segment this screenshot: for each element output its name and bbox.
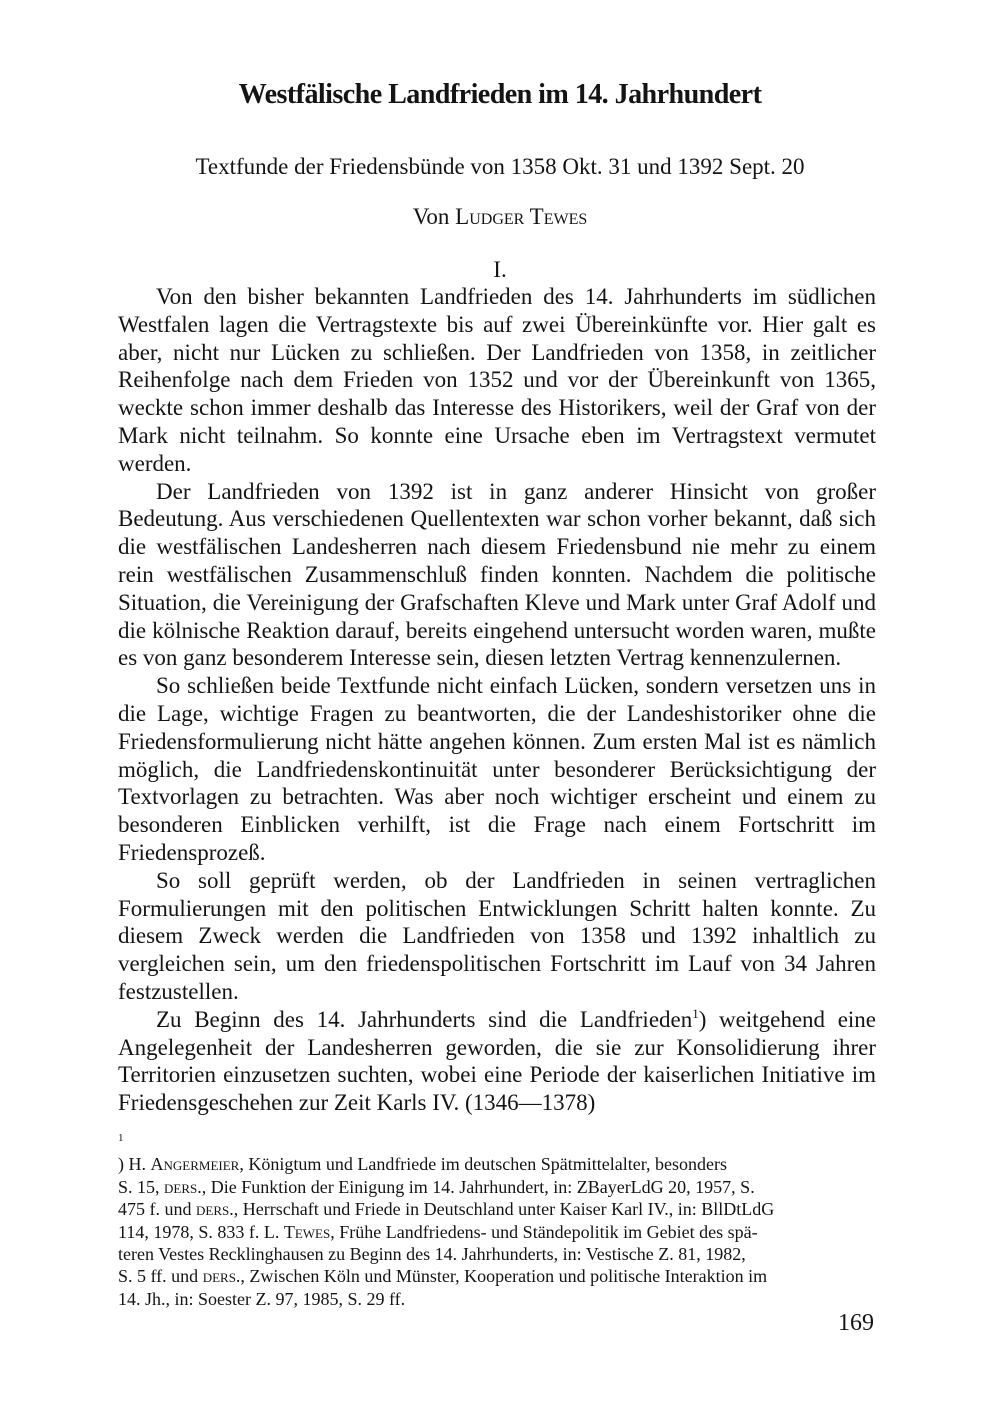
footnote-marker: 1 bbox=[118, 1132, 124, 1144]
author-prefix: Von bbox=[412, 204, 450, 229]
author-name: Ludger Tewes bbox=[455, 204, 588, 229]
author-line bbox=[0, 204, 1000, 230]
footnote-line: 114, 1978, S. 833 f. L. Tewes, Frühe Landfriedens- und Ständepolitik im Gebiet des spä- bbox=[118, 1221, 758, 1242]
article-subtitle: Textfunde der Friedensbünde von 1358 Okt. 31 und 1392 Sept. 20 bbox=[195, 154, 805, 179]
footnote-text bbox=[118, 1153, 876, 1310]
paragraph-2: Der Landfrieden von 1392 ist in ganz anderer Hinsicht von großer Bedeutung. Aus verschiedenen Quellentexten war schon vorher bekannt, daß sich die westfälischen Landesherren nach diesem Friedensbund nie mehr zu einem rein westfälischen Zusammenschluß finden konnten. Nachdem die politische Situation, die Vereinigung der Grafschaften Kleve und Mark unter Graf Adolf und die kölnische Reaktion darauf, bereits eingehend untersucht worden waren, mußte es von ganz besonderem Interesse sein, diesen letzten Vertrag kennenzulernen. bbox=[118, 478, 876, 671]
footnote-area bbox=[118, 1131, 876, 1310]
paragraph-5-end: ) weitgehend eine Angelegenheit der Landesherren geworden, die sie zur Konsolidierung ihrer Territorien einzusetzen suchten, wobei eine Periode der kaiserlichen Initiative im Friedensgeschehen zur Zeit Karls IV. (1346—1378) bbox=[118, 1006, 876, 1116]
footnote-line: ) H. Angermeier, Königtum und Landfriede im deutschen Spätmittelalter, besonders bbox=[118, 1154, 727, 1175]
paragraph-3: So schließen beide Textfunde nicht einfach Lücken, sondern versetzen uns in die Lage, wichtige Fragen zu beantworten, die der Landeshistoriker ohne die Friedensformulierung nicht hätte angehen können. Zum ersten Mal ist es nämlich möglich, die Landfriedenskontinuität unter besonderer Berücksichtigung der Textvorlagen zu betrachten. Was aber noch wichtiger erscheint und einem zu besonderen Einblicken verhilft, ist die Frage nach einem Fortschritt im Friedensprozeß. bbox=[118, 673, 876, 865]
footnote-line: S. 15, ders., Die Funktion der Einigung im 14. Jahrhundert, in: ZBayerLdG 20, 1957, S. bbox=[118, 1176, 755, 1197]
paragraph-1: Von den bisher bekannten Landfrieden des 14. Jahrhunderts im südlichen Westfalen lagen die Vertragstexte bis auf zwei Übereinkünfte vor. Hier galt es aber, nicht nur Lücken zu schließen. Der Landfrieden von 1358, in zeitlicher Reihenfolge nach dem Frieden von 1352 und vor der Übereinkunft von 1365, weckte schon immer deshalb das Interesse des Historikers, weil der Graf von der Mark nicht teilnahm. So konnte eine Ursache eben im Vertragstext vermutet werden. bbox=[118, 284, 876, 476]
footnote-line: S. 5 ff. und ders., Zwischen Köln und Münster, Kooperation und politische Interaktion im bbox=[118, 1266, 768, 1287]
section-number: I. bbox=[493, 257, 507, 282]
article-title: Westfälische Landfrieden im 14. Jahrhundert bbox=[238, 78, 762, 110]
page-number: 169 bbox=[838, 1310, 874, 1336]
footnote-1 bbox=[118, 1131, 876, 1310]
paragraph-4: So soll geprüft werden, ob der Landfrieden in seinen vertraglichen Formulierungen mit den politischen Entwicklungen Schritt halten konnte. Zu diesem Zweck werden die Landfrieden von 1358 und 1392 inhaltlich zu vergleichen sein, um den friedenspolitischen Fortschritt im Lauf von 34 Jahren festzustellen. bbox=[118, 867, 876, 1004]
footnote-reference: 1 bbox=[692, 1005, 699, 1021]
paragraph-5-start: Zu Beginn des 14. Jahrhunderts sind die Landfrieden bbox=[156, 1006, 693, 1032]
footnote-line: 475 f. und ders., Herrschaft und Friede in Deutschland unter Kaiser Karl IV., in: BllDtLdG bbox=[118, 1199, 775, 1220]
body-text bbox=[118, 283, 876, 1117]
footnote-line: 14. Jh., in: Soester Z. 97, 1985, S. 29 ff. bbox=[118, 1288, 406, 1309]
footnote-line: teren Vestes Recklinghausen zu Beginn des 14. Jahrhunderts, in: Vestische Z. 81, 1982, bbox=[118, 1244, 746, 1265]
paragraph-5 bbox=[118, 1006, 876, 1117]
